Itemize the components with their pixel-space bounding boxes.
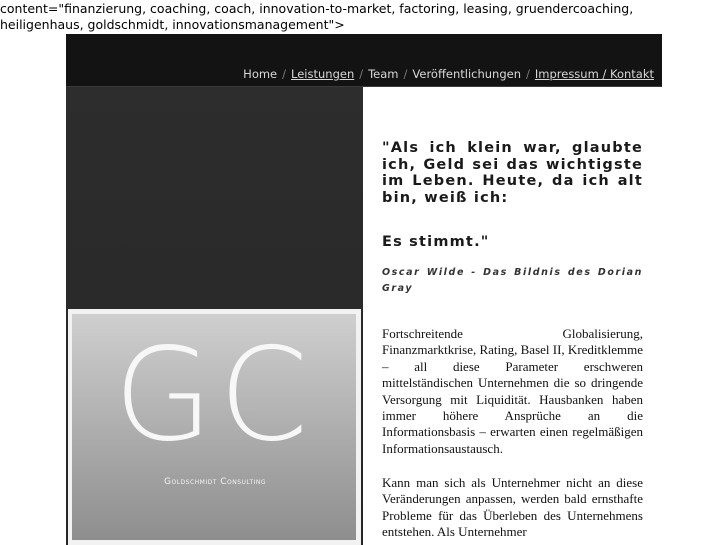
nav-item-veroeffentlichungen[interactable]: Veröffentlichungen	[412, 67, 521, 81]
nav-item-leistungen[interactable]: Leistungen	[291, 67, 355, 81]
logo-subtitle: Goldschmidt Consulting	[164, 477, 267, 487]
nav-separator: /	[359, 67, 364, 81]
quote-ending: Es stimmt."	[382, 234, 490, 250]
logo-letters: GC	[113, 321, 315, 470]
main-content	[363, 87, 662, 545]
quote-author: Oscar Wilde - Das Bildnis des Dorian Gray	[382, 267, 643, 294]
nav-item-home[interactable]: Home	[243, 67, 278, 81]
main-nav	[243, 67, 654, 81]
site-header	[66, 34, 662, 87]
leaked-meta-text: content="finanzierung, coaching, coach, innovation-to-market, factoring, leasing, gruendercoaching, heiligenhaus, goldschmidt, innovationsmanagement">	[0, 1, 634, 32]
logo-frame	[68, 309, 361, 545]
nav-separator: /	[282, 67, 287, 81]
nav-item-team[interactable]: Team	[368, 67, 399, 81]
nav-item-impressum-kontakt[interactable]: Impressum / Kontakt	[534, 67, 654, 81]
body-paragraph: Kann man sich als Unternehmer nicht an diese Veränderungen anpassen, werden bald ernsthafte Probleme für das Überleben des Unternehmens entstehen. Als Unternehmer	[382, 475, 643, 540]
quote-text: "Als ich klein war, glaubte ich, Geld sei das wichtigste im Leben. Heute, da ich alt bin, weiß ich:	[382, 140, 643, 206]
site-container	[66, 34, 662, 545]
company-logo	[72, 314, 356, 540]
nav-separator: /	[526, 67, 530, 81]
sidebar	[66, 87, 363, 545]
intro-paragraph: Fortschreitende Globalisierung, Finanzmarktkrise, Rating, Basel II, Kreditklemme – all diese Parameter erschweren mittelständischen Unternehmen die so dringende Versorgung mit Liquidität. Hausbanken haben immer höhere Ansprüche an die Informationsbasis – erwarten einen regelmäßigen Informationsaustausch.	[382, 326, 644, 456]
nav-separator: /	[403, 67, 408, 81]
